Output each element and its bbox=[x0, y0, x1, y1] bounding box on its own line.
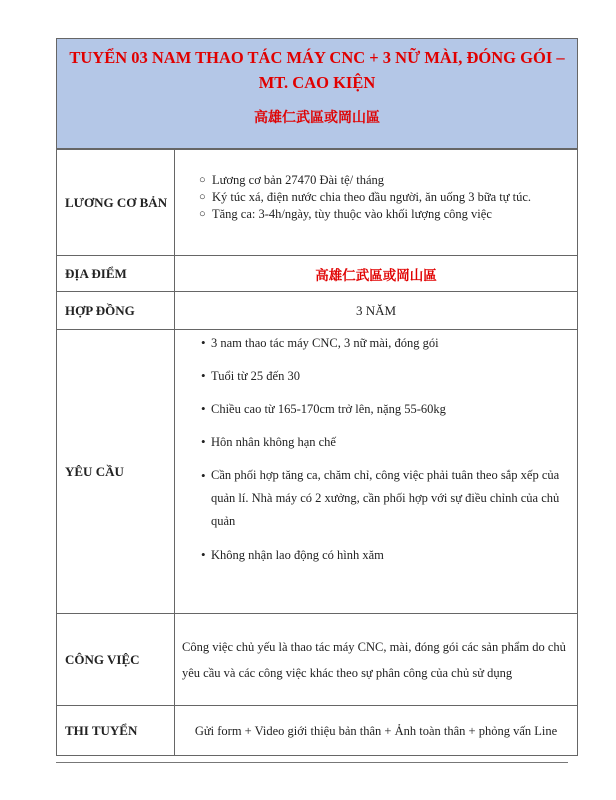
list-item: • 3 nam thao tác máy CNC, 3 nữ mài, đóng gói bbox=[201, 332, 569, 354]
header-banner bbox=[56, 38, 578, 149]
table-row-job bbox=[57, 614, 578, 706]
list-item: • Cần phối hợp tăng ca, chăm chỉ, công việc phải tuân theo sắp xếp của quản lí. Nhà máy có 2 xưởng, cần phối hợp với sự điều chỉnh của chủ quản bbox=[201, 464, 569, 533]
table-row-salary bbox=[57, 150, 578, 256]
list-item: ○ Lương cơ bản 27470 Đài tệ/ tháng bbox=[199, 172, 571, 189]
requirements-label: YÊU CẦU bbox=[57, 330, 175, 614]
list-item: • Hôn nhân không hạn chế bbox=[201, 431, 569, 453]
job-label: CÔNG VIỆC bbox=[57, 614, 175, 706]
salary-cell bbox=[175, 150, 578, 256]
list-item: • Chiều cao từ 165-170cm trở lên, nặng 55-60kg bbox=[201, 398, 569, 420]
table-row-contract bbox=[57, 292, 578, 330]
table-row-location bbox=[57, 256, 578, 292]
selection-label: THI TUYỂN bbox=[57, 706, 175, 756]
salary-list bbox=[175, 172, 577, 223]
list-item: • Không nhận lao động có hình xăm bbox=[201, 544, 569, 566]
list-item: ○ Tăng ca: 3-4h/ngày, tùy thuộc vào khối lượng công việc bbox=[199, 206, 571, 223]
requirements-list bbox=[175, 332, 577, 566]
salary-label: LƯƠNG CƠ BẢN bbox=[57, 150, 175, 256]
page-title: TUYỂN 03 NAM THAO TÁC MÁY CNC + 3 NỮ MÀI, ĐÓNG GÓI – MT. CAO KIỆN bbox=[69, 48, 565, 92]
requirements-cell bbox=[175, 330, 578, 614]
bottom-divider bbox=[56, 762, 568, 763]
list-item: • Tuổi từ 25 đến 30 bbox=[201, 365, 569, 387]
location-subtitle: 高雄仁武區或岡山區 bbox=[254, 110, 380, 126]
location-value: 高雄仁武區或岡山區 bbox=[175, 256, 578, 292]
list-item: ○ Ký túc xá, điện nước chia theo đầu người, ăn uống 3 bữa tự túc. bbox=[199, 189, 571, 206]
table-row-requirements bbox=[57, 330, 578, 614]
contract-label: HỢP ĐỒNG bbox=[57, 292, 175, 330]
details-table bbox=[56, 149, 578, 756]
job-description: Công việc chủ yếu là thao tác máy CNC, mài, đóng gói các sản phẩm do chủ yêu cầu và các công việc khác theo sự phân công của chủ sử dụng bbox=[175, 614, 578, 706]
location-label: ĐỊA ĐIỂM bbox=[57, 256, 175, 292]
selection-value: Gửi form + Video giới thiệu bản thân + Ảnh toàn thân + phỏng vấn Line bbox=[175, 706, 578, 756]
contract-value: 3 NĂM bbox=[175, 292, 578, 330]
job-posting-sheet bbox=[56, 38, 578, 756]
table-row-selection bbox=[57, 706, 578, 756]
